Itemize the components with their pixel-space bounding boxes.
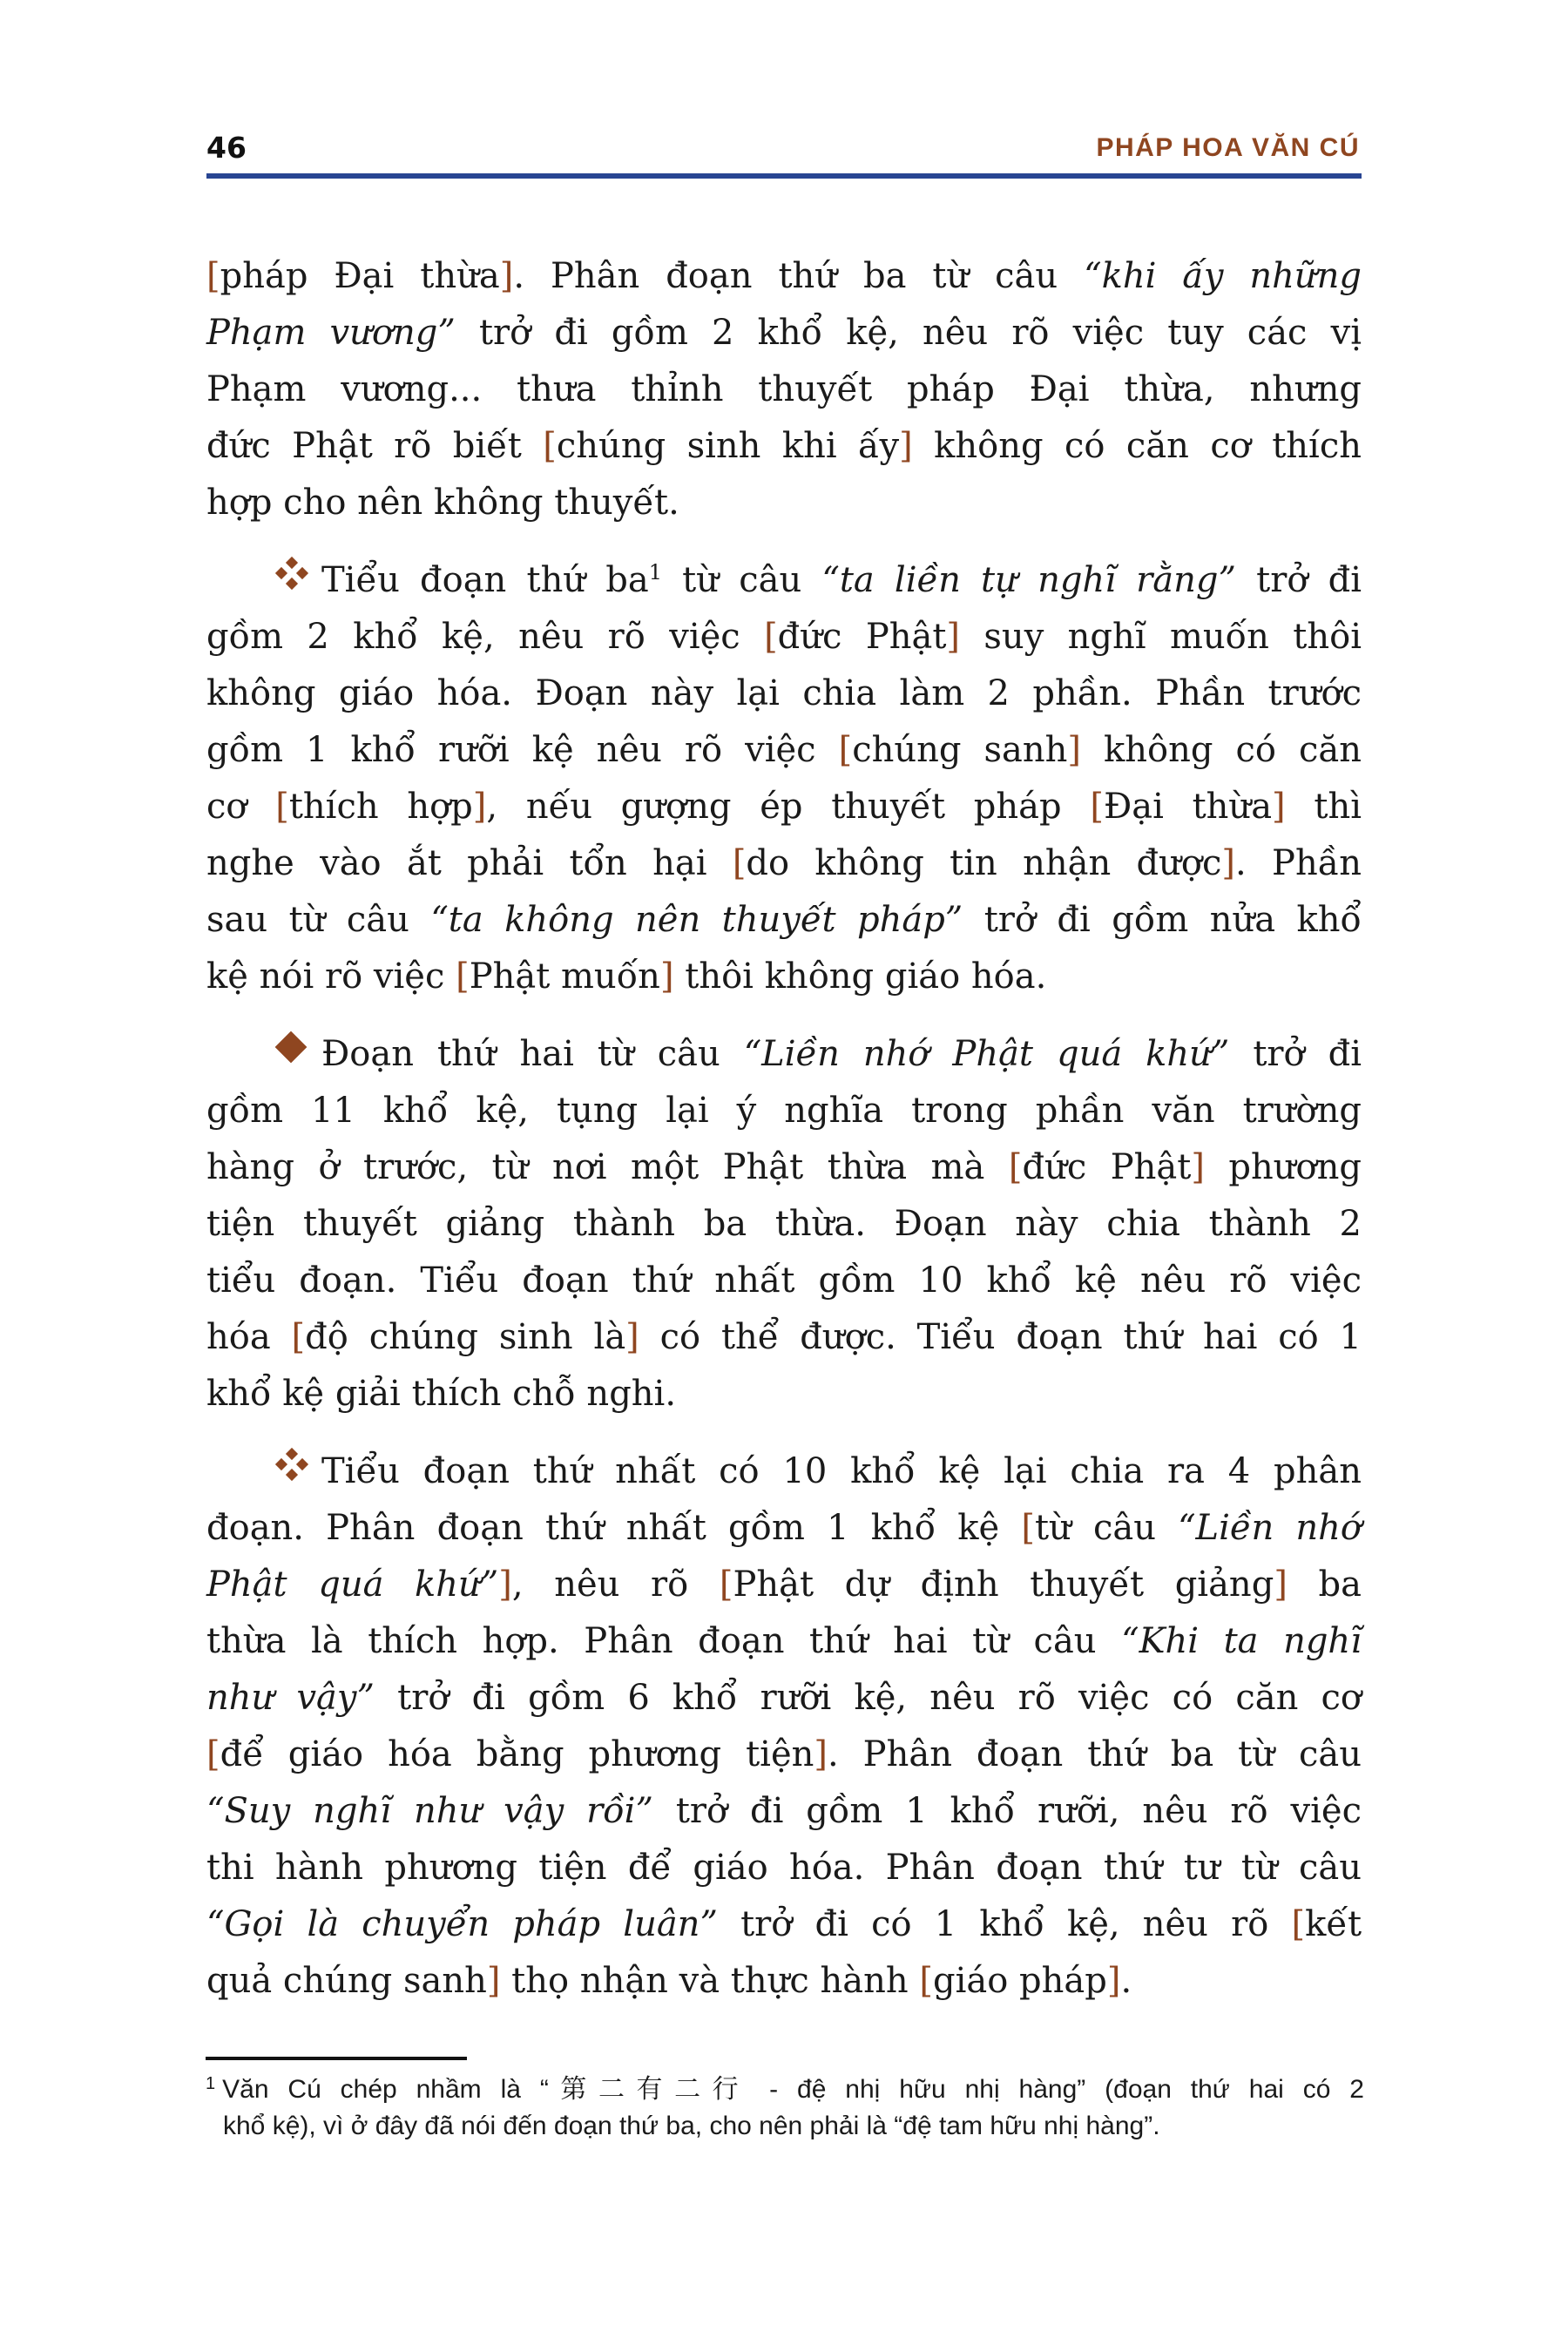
text-line	[206, 609, 1362, 666]
bracket: ]	[899, 426, 913, 466]
text-run: thôi không giáo hóa.	[673, 956, 1047, 997]
bracket: ]	[1274, 1565, 1288, 1605]
text-run: . Phân đoạn thứ ba từ câu	[513, 256, 1085, 296]
footnote-rule	[206, 2057, 467, 2060]
bracket: [	[838, 730, 853, 770]
four-diamonds-icon	[273, 1448, 311, 1486]
text-run: Đoạn thứ hai từ câu	[321, 1034, 744, 1074]
text-line	[206, 1196, 1362, 1253]
four-diamonds-icon	[273, 557, 311, 595]
bracket: [	[764, 617, 778, 657]
text-line	[206, 779, 1362, 835]
footnote-text: khổ kệ), vì ở đây đã nói đến đoạn thứ ba, cho nên phải là “đệ tam hữu nhị hàng”.	[223, 2112, 1160, 2140]
text-run: , nêu rõ	[511, 1565, 720, 1605]
bracket: [	[275, 787, 289, 827]
bracket: [	[1291, 1904, 1306, 1944]
text-line	[206, 949, 1362, 1005]
running-title: PHÁP HOA VĂN CÚ	[1096, 133, 1360, 162]
text-run: thích hợp	[288, 787, 473, 827]
quoted-italic-text: “ta liền tự nghĩ rằng”	[821, 560, 1236, 600]
text-line	[206, 1896, 1362, 1953]
quoted-italic-text: “Liền nhớ	[1178, 1508, 1362, 1548]
text-line	[206, 666, 1362, 722]
footnote-text: Văn Cú chép nhầm là “第二有二行 - đệ nhị hữu nhị hàng” (đoạn thứ hai có 2	[222, 2075, 1364, 2104]
diamond-icon	[273, 1031, 311, 1069]
text-run: . Phần	[1235, 843, 1362, 883]
text-run: gồm 2 khổ kệ, nêu rõ việc	[206, 617, 765, 657]
text-run: trở đi	[1235, 560, 1362, 600]
text-run: thì	[1285, 787, 1362, 827]
footnote-line	[206, 2108, 1364, 2145]
text-line	[206, 1613, 1362, 1670]
paragraph	[206, 552, 1362, 1005]
text-line	[206, 362, 1362, 418]
text-line	[206, 1670, 1362, 1727]
text-run: Phật muốn	[469, 956, 660, 997]
text-run: Tiểu đoạn thứ nhất có 10 khổ kệ lại chia ra 4 phân	[321, 1451, 1362, 1491]
text-run: hàng ở trước, từ nơi một Phật thừa mà	[206, 1147, 1009, 1187]
bracket: [	[291, 1317, 306, 1357]
text-run: không có căn cơ thích	[912, 426, 1362, 466]
text-run: tiểu đoạn. Tiểu đoạn thứ nhất gồm 10 khổ kệ nêu rõ việc	[206, 1260, 1362, 1301]
bracket: ]	[1067, 730, 1082, 770]
text-line	[206, 418, 1362, 475]
page-number: 46	[206, 131, 247, 165]
text-run: phương	[1204, 1147, 1362, 1187]
text-run: có thể được. Tiểu đoạn thứ hai có 1	[639, 1317, 1362, 1357]
bracket: [	[206, 1734, 220, 1774]
text-line	[206, 1953, 1362, 2010]
text-run: kết	[1305, 1904, 1362, 1944]
quoted-italic-text: “Suy nghĩ như vậy rồi”	[206, 1791, 653, 1831]
bracket: [	[1021, 1508, 1035, 1548]
quoted-italic-text: Phật quá khứ”	[206, 1565, 499, 1605]
bracket: [	[1090, 787, 1104, 827]
quoted-italic-text: “Liền nhớ Phật quá khứ”	[743, 1034, 1230, 1074]
text-run: pháp Đại thừa	[220, 256, 500, 296]
text-run: tiện thuyết giảng thành ba thừa. Đoạn này chia thành 2	[206, 1204, 1362, 1244]
paragraph	[206, 1026, 1362, 1423]
text-run: đức Phật rõ biết	[206, 426, 544, 466]
text-run: trở đi gồm 6 khổ rưỡi kệ, nêu rõ việc có căn cơ	[374, 1678, 1362, 1718]
body-text	[206, 248, 1362, 2031]
text-run: giáo pháp	[932, 1961, 1107, 2001]
bracket: [	[206, 256, 220, 296]
bracket: ]	[499, 256, 514, 296]
bracket: [	[456, 956, 470, 997]
bracket: [	[543, 426, 557, 466]
text-line	[206, 1840, 1362, 1896]
text-line	[206, 1366, 1362, 1423]
text-run: quả chúng sanh	[206, 1961, 487, 2001]
text-line	[206, 892, 1362, 949]
text-line	[206, 722, 1362, 779]
bracket: ]	[946, 617, 961, 657]
paragraph	[206, 1443, 1362, 2010]
text-line	[206, 1139, 1362, 1196]
text-run: trở đi có 1 khổ kệ, nêu rõ	[717, 1904, 1292, 1944]
text-line	[206, 248, 1362, 305]
page-header	[206, 122, 1362, 174]
text-line	[206, 1783, 1362, 1840]
text-run: độ chúng sinh là	[305, 1317, 626, 1357]
text-run: thọ nhận và thực hành	[500, 1961, 920, 2001]
text-run: Đại thừa	[1103, 787, 1273, 827]
bracket: ]	[498, 1565, 512, 1605]
text-run: khổ kệ giải thích chỗ nghi.	[206, 1374, 677, 1414]
bracket: ]	[659, 956, 674, 997]
quoted-italic-text: “ta không nên thuyết pháp”	[430, 900, 963, 940]
text-line	[206, 1443, 1362, 1500]
bracket: ]	[1191, 1147, 1205, 1187]
bracket: ]	[625, 1317, 639, 1357]
text-run: chúng sinh khi ấy	[556, 426, 900, 466]
text-run: từ câu	[1034, 1508, 1179, 1548]
text-line	[206, 1500, 1362, 1557]
text-run: đoạn. Phân đoạn thứ nhất gồm 1 khổ kệ	[206, 1508, 1022, 1548]
footnote-reference: 1	[648, 560, 662, 585]
text-line	[206, 1026, 1362, 1083]
text-run: thi hành phương tiện để giáo hóa. Phân đoạn thứ tư từ câu	[206, 1848, 1362, 1888]
text-run: sau từ câu	[206, 900, 431, 940]
bracket: ]	[1106, 1961, 1121, 2001]
text-run: Phật dự định thuyết giảng	[733, 1565, 1274, 1605]
text-run: suy nghĩ muốn thôi	[960, 617, 1362, 657]
text-line	[206, 1083, 1362, 1139]
text-run: đức Phật	[777, 617, 947, 657]
text-line	[206, 1727, 1362, 1783]
text-run: . Phân đoạn thứ ba từ câu	[828, 1734, 1362, 1774]
paragraph	[206, 248, 1362, 531]
text-run: kệ nói rõ việc	[206, 956, 456, 997]
text-line	[206, 1557, 1362, 1613]
text-run: từ câu	[662, 560, 822, 600]
text-run: gồm 1 khổ rưỡi kệ nêu rõ việc	[206, 730, 839, 770]
quoted-italic-text: như vậy”	[206, 1678, 375, 1718]
bracket: [	[1008, 1147, 1023, 1187]
bracket: [	[732, 843, 747, 883]
text-run: đức Phật	[1022, 1147, 1192, 1187]
text-run: không giáo hóa. Đoạn này lại chia làm 2 phần. Phần trước	[206, 673, 1362, 713]
text-run: hóa	[206, 1317, 292, 1357]
quoted-italic-text: Phạm vương”	[206, 313, 456, 353]
text-run: chúng sanh	[852, 730, 1068, 770]
bracket: ]	[472, 787, 487, 827]
header-rule	[206, 173, 1362, 179]
text-run: không có căn	[1081, 730, 1362, 770]
footnote-marker: 1	[206, 2074, 216, 2093]
text-line	[206, 835, 1362, 892]
text-run: trở đi gồm 1 khổ rưỡi, nêu rõ việc	[652, 1791, 1362, 1831]
text-run: thừa là thích hợp. Phân đoạn thứ hai từ câu	[206, 1621, 1122, 1661]
bracket: [	[719, 1565, 733, 1605]
text-run: nghe vào ắt phải tổn hại	[206, 843, 733, 883]
bracket: ]	[1221, 843, 1236, 883]
bracket: [	[919, 1961, 933, 2001]
text-line	[206, 305, 1362, 362]
text-run: trở đi gồm 2 khổ kệ, nêu rõ việc tuy các vị	[455, 313, 1362, 353]
text-run: trở đi gồm nửa khổ	[963, 900, 1362, 940]
footnote	[206, 2072, 1364, 2145]
text-line	[206, 475, 1362, 531]
footnote-line	[206, 2072, 1364, 2108]
quoted-italic-text: “Khi ta nghĩ	[1121, 1621, 1362, 1661]
text-run: trở đi	[1229, 1034, 1362, 1074]
text-run: để giáo hóa bằng phương tiện	[220, 1734, 814, 1774]
text-run: gồm 11 khổ kệ, tụng lại ý nghĩa trong phần văn trường	[206, 1091, 1362, 1131]
text-run: hợp cho nên không thuyết.	[206, 483, 679, 523]
text-run: Tiểu đoạn thứ ba	[321, 560, 649, 600]
text-run: cơ	[206, 787, 276, 827]
text-run: Phạm vương... thưa thỉnh thuyết pháp Đại thừa, nhưng	[206, 369, 1362, 409]
bracket: ]	[814, 1734, 828, 1774]
text-line	[206, 1253, 1362, 1309]
text-run: ba	[1287, 1565, 1362, 1605]
bracket: ]	[486, 1961, 501, 2001]
text-line	[206, 552, 1362, 609]
text-line	[206, 1309, 1362, 1366]
text-run: do không tin nhận được	[746, 843, 1222, 883]
quoted-italic-text: “khi ấy những	[1084, 256, 1362, 296]
quoted-italic-text: “Gọi là chuyển pháp luân”	[206, 1904, 718, 1944]
text-run: .	[1120, 1961, 1132, 2001]
text-run: , nếu gượng ép thuyết pháp	[486, 787, 1091, 827]
bracket: ]	[1272, 787, 1286, 827]
